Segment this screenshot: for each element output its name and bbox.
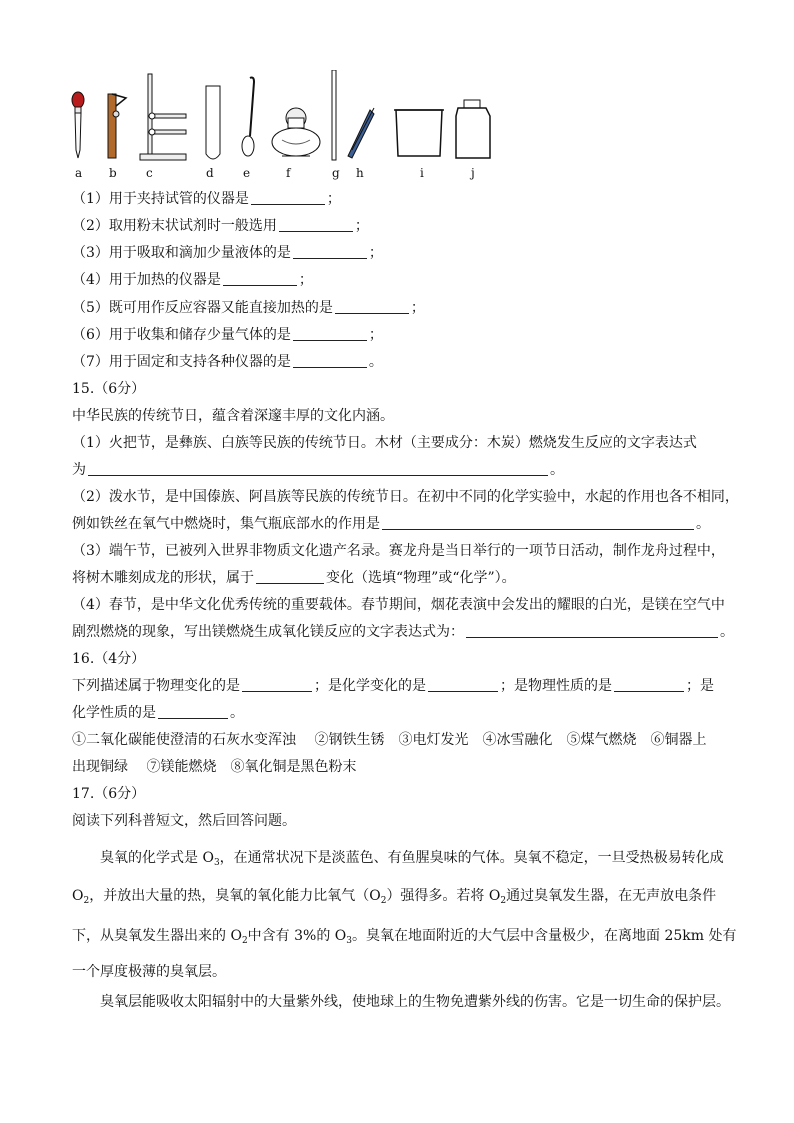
q15-part3-line2: 将树木雕刻成龙的形状，属于 变化（选填“物理”或“化学”）。 (72, 570, 516, 586)
q15-part1-line2: 为 。 (72, 462, 564, 478)
answer-blank[interactable] (614, 677, 684, 692)
test-tube-clamp-icon (108, 94, 126, 158)
q15-part4-line2: 剧烈燃烧的现象，写出镁燃烧生成氧化镁反应的文字表达式为： 。 (72, 624, 734, 640)
answer-blank[interactable] (251, 190, 325, 205)
answer-blank[interactable] (223, 271, 297, 286)
q15-part2-line1: （2）泼水节，是中国傣族、阿昌族等民族的传统节日。在初中不同的化学实验中，水起的作用也各不相同， (72, 489, 739, 505)
q15-part4-line1: （4）春节，是中华文化优秀传统的重要载体。春节期间，烟花表演中会发出的耀眼的白光，是镁在空气中 (72, 597, 725, 613)
q17-passage-line1: 臭氧的化学式是 $O_3$，在通常状况下是淡蓝色、有鱼腥臭味的气体。臭氧不稳定，一旦受热极易转化成 (100, 850, 724, 868)
q15-part2-line2: 例如铁丝在氧气中燃烧时，集气瓶底部水的作用是 。 (72, 516, 710, 532)
iron-stand-icon (140, 74, 186, 160)
q17-passage-line3: 下，从臭氧发生器出来的 $O_2$中含有 3%的 $O_3$。臭氧在地面附近的大气层中含量极少，在离地面 25km 处有 (72, 928, 737, 946)
answer-blank[interactable] (279, 217, 353, 232)
q14-item-2: （2）取用粉末状试剂时一般选用 ； (72, 218, 369, 234)
answer-blank[interactable] (88, 461, 548, 476)
lab-instruments-figure (60, 70, 500, 166)
answer-blank[interactable] (293, 326, 367, 341)
alcohol-lamp-icon (272, 108, 320, 156)
instrument-label: j (471, 166, 475, 180)
instrument-label: b (109, 166, 117, 180)
q17-passage-line4: 一个厚度极薄的臭氧层。 (72, 964, 226, 980)
answer-blank[interactable] (158, 704, 228, 719)
q15-intro: 中华民族的传统节日，蕴含着深邃丰厚的文化内涵。 (72, 408, 394, 424)
test-tube-icon (206, 86, 220, 159)
q15-part3-line1: （3）端午节，已被列入世界非物质文化遗产名录。赛龙舟是当日举行的一项节日活动，制作龙舟过程中， (72, 543, 725, 559)
instrument-label: g (332, 166, 340, 180)
q14-item-3: （3）用于吸取和滴加少量液体的是 ； (72, 245, 383, 261)
answer-blank[interactable] (428, 677, 498, 692)
q17-passage-line2: $O_2$，并放出大量的热，臭氧的氧化能力比氧气$(O_2)$强得多。若将 $O_2$通过臭氧发生器，在无声放电条件 (72, 888, 717, 906)
q16-options-line1: ①二氧化碳能使澄清的石灰水变浑浊 ②钢铁生锈 ③电灯发光 ④冰雪融化 ⑤煤气燃烧 ⑥铜器上 (72, 732, 707, 748)
gas-collecting-bottle-icon (456, 100, 490, 158)
answer-blank[interactable] (242, 677, 312, 692)
answer-blank[interactable] (382, 515, 694, 530)
glass-rod-icon (332, 70, 336, 160)
q14-item-1: （1）用于夹持试管的仪器是 ； (72, 191, 341, 207)
q17-passage-line5: 臭氧层能吸收太阳辐射中的大量紫外线，使地球上的生物免遭紫外线的伤害。它是一切生命的保护层。 (100, 994, 730, 1010)
q17-intro: 阅读下列科普短文，然后回答问题。 (72, 813, 296, 829)
answer-blank[interactable] (256, 569, 324, 584)
q16-question-line2: 化学性质的是 。 (72, 705, 244, 721)
instrument-label: a (75, 166, 83, 180)
q14-item-5: （5）既可用作反应容器又能直接加热的是 ； (72, 300, 425, 316)
q16-options-line2: 出现铜绿 ⑦镁能燃烧 ⑧氧化铜是黑色粉末 (72, 759, 357, 775)
q15-part1-line1: （1）火把节，是彝族、白族等民族的传统节日。木材（主要成分：木炭）燃烧发生反应的文字表达式 (72, 435, 697, 451)
dropper-icon (72, 92, 84, 158)
q14-item-4: （4）用于加热的仪器是 ； (72, 272, 313, 288)
instrument-label: e (243, 166, 251, 180)
answer-blank[interactable] (293, 353, 367, 368)
answer-blank[interactable] (293, 244, 367, 259)
q17-number: 17.（6分） (72, 786, 146, 802)
instrument-label: i (420, 166, 424, 180)
tweezers-icon (348, 108, 374, 158)
q14-item-7: （7）用于固定和支持各种仪器的是 。 (72, 354, 383, 370)
instrument-label-row (0, 166, 794, 180)
instrument-label: c (146, 166, 153, 180)
answer-blank[interactable] (466, 623, 718, 638)
q15-number: 15.（6分） (72, 381, 146, 397)
q16-number: 16.（4分） (72, 651, 146, 667)
beaker-icon (394, 110, 444, 156)
instrument-label: f (286, 166, 291, 180)
instrument-label: d (206, 166, 214, 180)
medicine-spoon-icon (242, 78, 254, 157)
instrument-label: h (356, 166, 364, 180)
q16-question-line1: 下列描述属于物理变化的是 ；是化学变化的是 ；是物理性质的是 ；是 (72, 678, 714, 694)
answer-blank[interactable] (335, 299, 409, 314)
q14-item-6: （6）用于收集和储存少量气体的是 ； (72, 327, 383, 343)
